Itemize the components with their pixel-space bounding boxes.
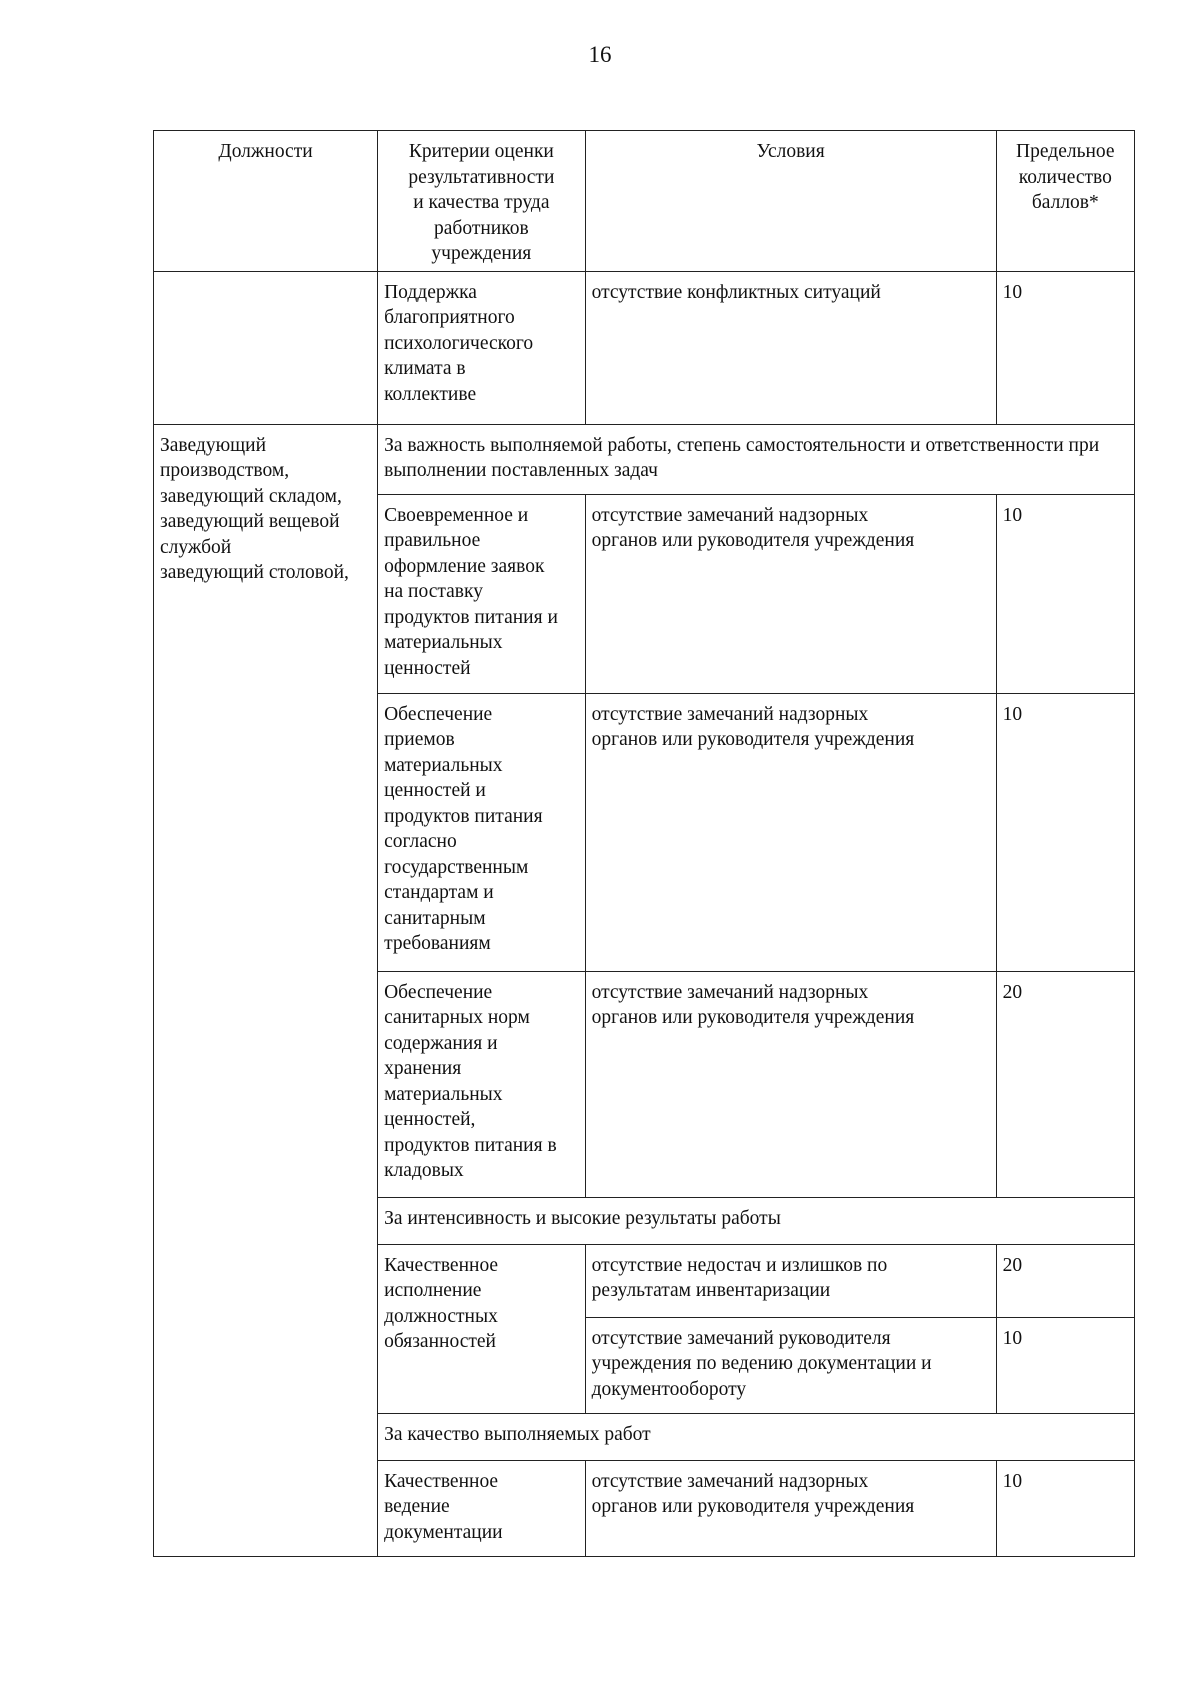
position-cell-empty (154, 271, 378, 424)
header-position: Должности (154, 131, 378, 272)
header-conditions: Условия (585, 131, 996, 272)
section-row (154, 424, 1135, 494)
criterion-cell: Качественное исполнение должностных обязанностей (378, 1244, 586, 1413)
criterion-cell: Обеспечение приемов материальных ценностей и продуктов питания согласно государственным стандартам и санитарным требованиям (378, 693, 586, 971)
points-cell: 10 (996, 693, 1134, 971)
position-cell: Заведующий производством, заведующий складом, заведующий вещевой службой заведующий столовой, (154, 424, 378, 1556)
points-cell: 10 (996, 1460, 1134, 1556)
condition-cell: отсутствие замечаний надзорных органов или руководителя учреждения (585, 693, 996, 971)
condition-cell: отсутствие замечаний надзорных органов или руководителя учреждения (585, 1460, 996, 1556)
section-title: За важность выполняемой работы, степень самостоятельности и ответственности при выполнении поставленных задач (378, 424, 1135, 494)
points-cell: 10 (996, 271, 1134, 424)
section-title: За интенсивность и высокие результаты работы (378, 1197, 1135, 1244)
header-criteria: Критерии оценки результативности и качества труда работников учреждения (378, 131, 586, 272)
criterion-cell: Поддержка благоприятного психологического климата в коллективе (378, 271, 586, 424)
points-cell: 20 (996, 1244, 1134, 1317)
criteria-table (153, 130, 1135, 1557)
condition-cell: отсутствие замечаний руководителя учреждения по ведению документации и документообороту (585, 1317, 996, 1413)
points-cell: 10 (996, 1317, 1134, 1413)
criterion-cell: Качественное ведение документации (378, 1460, 586, 1556)
condition-cell: отсутствие замечаний надзорных органов или руководителя учреждения (585, 971, 996, 1197)
criterion-cell: Обеспечение санитарных норм содержания и хранения материальных ценностей, продуктов питания в кладовых (378, 971, 586, 1197)
condition-cell: отсутствие недостач и излишков по результатам инвентаризации (585, 1244, 996, 1317)
table-header-row (154, 131, 1135, 272)
criterion-cell: Своевременное и правильное оформление заявок на поставку продуктов питания и материальных ценностей (378, 494, 586, 693)
points-cell: 10 (996, 494, 1134, 693)
table-row (154, 271, 1135, 424)
points-cell: 20 (996, 971, 1134, 1197)
condition-cell: отсутствие замечаний надзорных органов или руководителя учреждения (585, 494, 996, 693)
page-number: 16 (588, 42, 612, 67)
condition-cell: отсутствие конфликтных ситуаций (585, 271, 996, 424)
section-title: За качество выполняемых работ (378, 1413, 1135, 1460)
header-max-points: Предельное количество баллов* (996, 131, 1134, 272)
